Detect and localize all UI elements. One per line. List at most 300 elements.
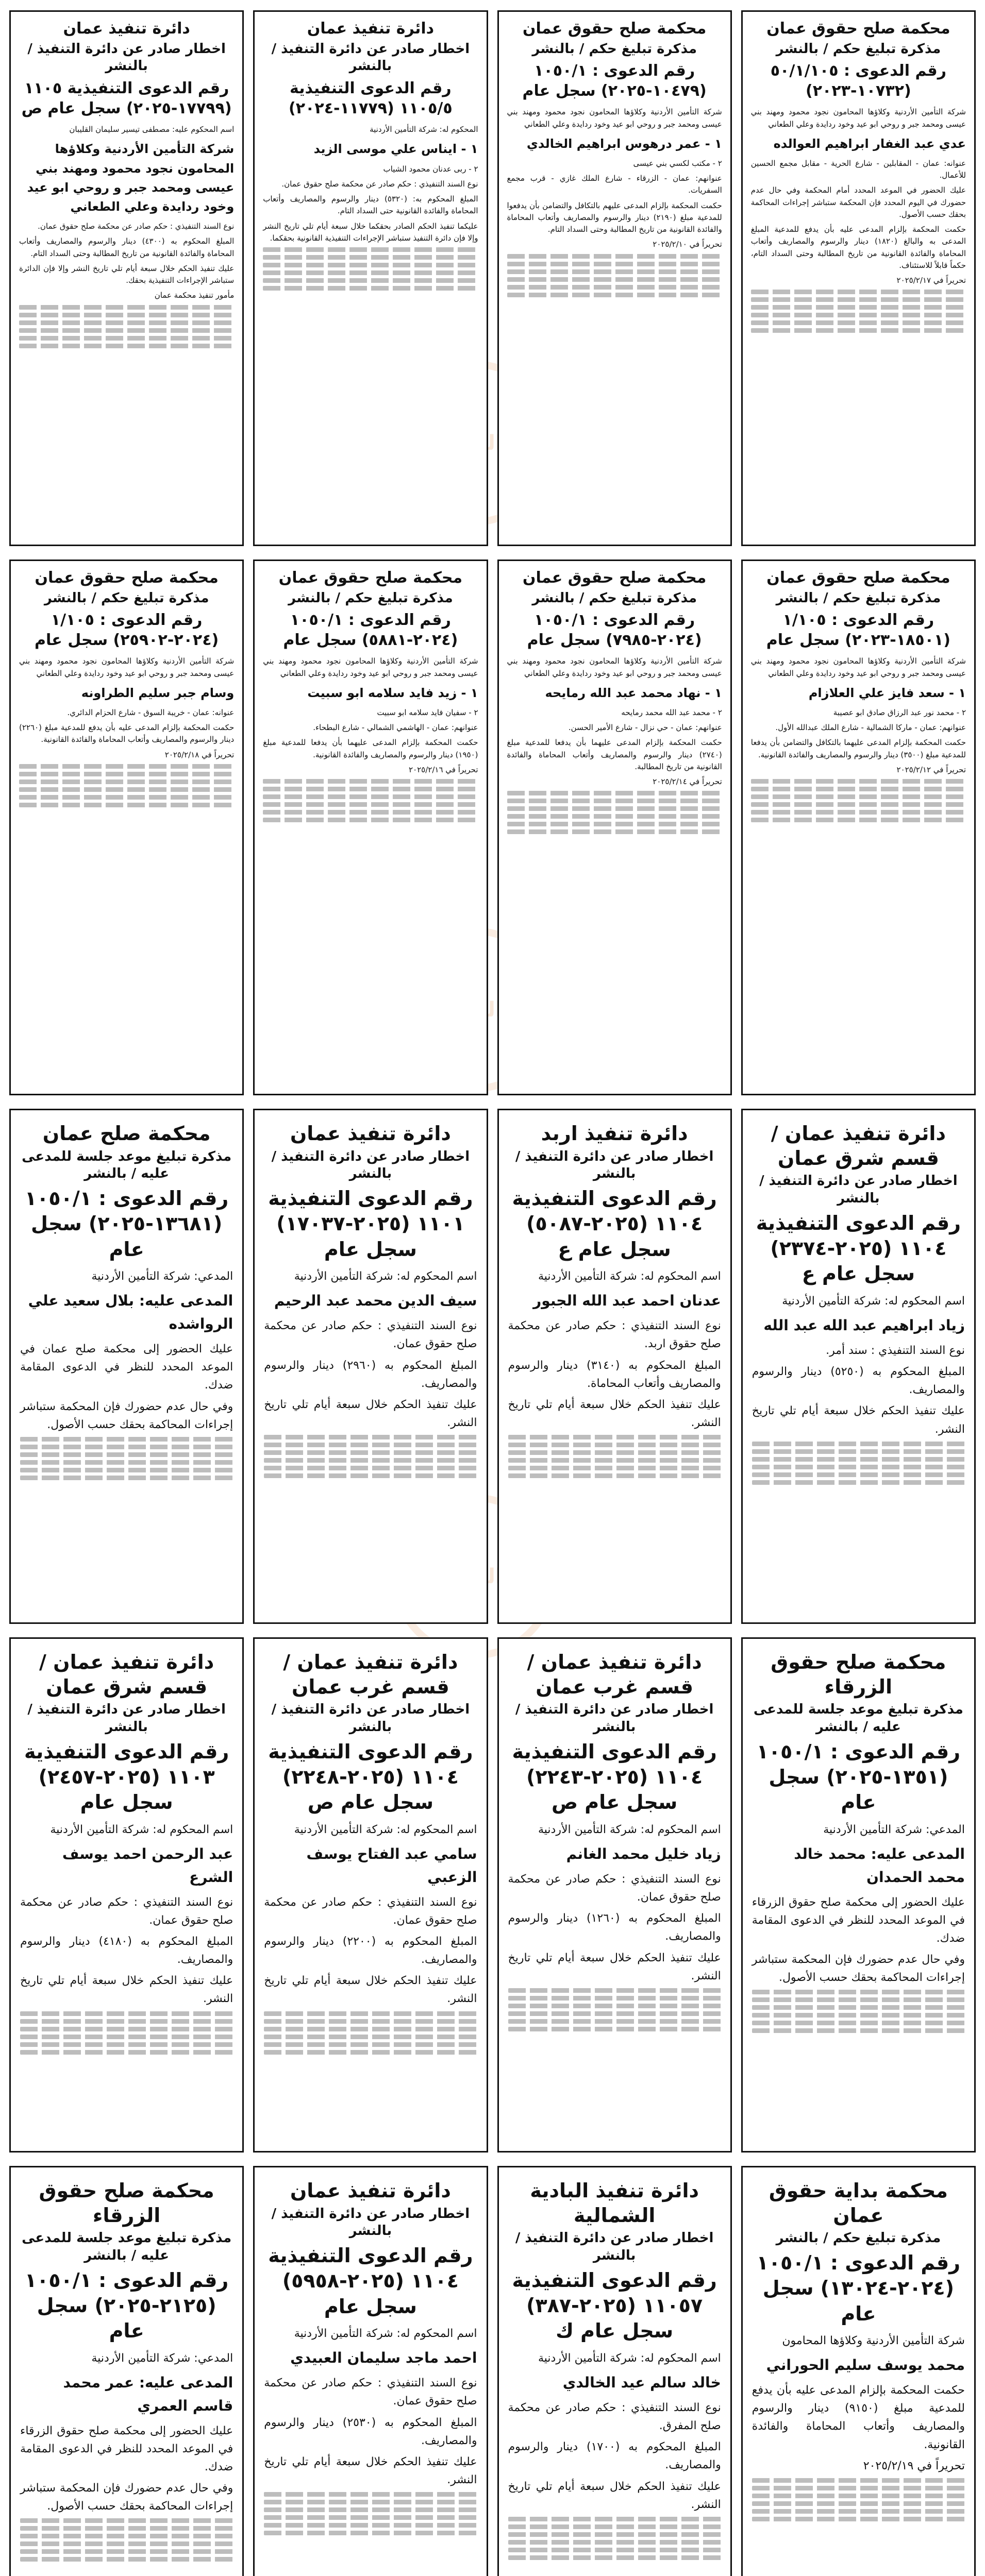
notice-paragraph: نوع السند التنفيذي : حكم صادر عن محكمة صلح حقوق اربد. <box>508 1319 721 1351</box>
notice-paragraph: تحريراً في ٢٠٢٥/٢/١٤ <box>653 777 722 787</box>
notice-case-number: رقم الدعوى التنفيذية ١١٠٤ (٢٠٢٥-٢٢٤٣) سجل عام ص <box>512 1740 717 1814</box>
notice-party: شركة التأمين الأردنية وكلاؤها المحامون نجود محمود ومهند بني عيسى ومحمد جبر و روحي ابو عيد وخود ردايدة وعلي الطعاني <box>263 656 478 678</box>
legal-notice <box>253 1637 488 2153</box>
text-line-filler <box>752 2494 965 2498</box>
notice-court-title: دائرة تنفيذ اربد <box>541 1122 688 1145</box>
notice-type: اخطار صادر عن دائرة التنفيذ / بالنشر <box>515 1148 714 1182</box>
text-line-filler <box>752 1990 965 1994</box>
text-line-filler <box>508 2532 721 2537</box>
notice-defendant-name: عبد الرحمن احمد يوسف الشرع <box>62 1845 233 1886</box>
notice-case-number: رقم الدعوى التنفيذية ١١٠٥/٥ (١١٧٧٩-٢٠٢٤) <box>289 79 453 118</box>
text-line-filler <box>508 2027 721 2031</box>
notice-body <box>263 655 478 776</box>
notice-defendant-name: عدنان احمد عبد الله الجبور <box>533 1292 721 1310</box>
notice-party: اسم المحكوم له: شركة التأمين الأردنية <box>538 2351 721 2365</box>
notice-paragraph: نوع السند التنفيذي : حكم صادر عن محكمة صلح حقوق عمان. <box>38 222 235 231</box>
notice-defendant-name: المدعى عليه: بلال سعيد علي الرواشده <box>28 1292 233 1333</box>
legal-notice <box>741 560 976 1095</box>
notice-paragraph: حكمت المحكمة بإلزام المدعى عليهما بأن يدفعا للمدعية مبلغ (٢٧٤٠) دينار والرسوم والمصاريف وأتعاب المحاماة والفائدة القانونية من تاريخ المطالبة. <box>507 738 722 771</box>
legal-notice <box>497 10 732 546</box>
notice-court-title: محكمة صلح حقوق عمان <box>766 20 950 38</box>
notice-case-number: رقم الدعوى التنفيذية ١١٠٤ (٢٠٢٥-٥٩٥٨) سجل عام <box>268 2244 473 2318</box>
notice-case-number: رقم الدعوى التنفيذية ١١٠٣ (٢٠٢٥-٢٤٥٧) سجل عام <box>24 1740 229 1814</box>
notice-case-number: رقم الدعوى التنفيذية ١١٠١ (٢٠٢٥-١٧٠٣٧) سجل عام <box>268 1187 473 1261</box>
notice-defendant-name: زياد ابراهيم عبد الله عبد الله <box>763 1316 965 1334</box>
notice-paragraph: عليك تنفيذ الحكم خلال سبعة أيام تلي تاريخ النشر وإلا فإن الدائرة ستباشر الإجراءات التنفيذية بحقك. <box>19 263 235 285</box>
notice-paragraph: عنوانه: عمان - المقابلين - شارع الحرية - مقابل مجمع الحسين للأعمال. <box>750 158 966 180</box>
text-line-filler <box>508 1450 721 1455</box>
text-line-filler <box>752 1442 965 1446</box>
notice-paragraph: حكمت المحكمة بإلزام المدعى عليه بأن يدفع للمدعية مبلغ (٢٢٦٠) دينار والرسوم والمصاريف وأتعاب المحاماة والفائدة القانونية. <box>19 723 235 744</box>
notice-court-title: محكمة صلح حقوق عمان <box>766 569 950 587</box>
notice-paragraph: عليك تنفيذ الحكم خلال سبعة أيام تلي تاريخ النشر. <box>264 2455 477 2487</box>
text-line-filler <box>752 2021 965 2025</box>
text-line-filler <box>264 2027 477 2031</box>
text-line-filler <box>507 285 722 290</box>
legal-notice <box>497 560 732 1095</box>
text-line-filler <box>751 818 966 822</box>
legal-notice <box>497 1109 732 1624</box>
notice-defendant-name: ١ - سعد فايز علي العلازام <box>808 685 966 700</box>
text-line-filler <box>263 247 478 252</box>
legal-notice <box>253 2166 488 2576</box>
text-line-filler <box>263 270 478 275</box>
text-line-filler <box>508 2517 721 2521</box>
notice-paragraph: عليك تنفيذ الحكم خلال سبعة أيام تلي تاريخ النشر. <box>264 1398 477 1430</box>
notice-paragraph: عليك تنفيذ الحكم خلال سبعة أيام تلي تاريخ النشر. <box>264 1974 477 2006</box>
text-line-filler <box>508 2548 721 2552</box>
text-line-filler <box>20 1476 233 1480</box>
notice-paragraph: عنوانهم: عمان - الهاشمي الشمالي - شارع البطحاء. <box>313 723 478 733</box>
notice-paragraph: عليك الحضور إلى محكمة صلح حقوق الزرقاء في الموعد المحدد للنظر في الدعوى المقامة ضدك. <box>752 1895 965 1945</box>
notice-type: مذكرة تبليغ حكم / بالنشر <box>44 590 209 606</box>
text-line-filler <box>20 1445 233 1449</box>
notice-paragraph: نوع السند التنفيذي : حكم صادر عن محكمة صلح حقوق عمان. <box>264 2377 477 2408</box>
notices-row <box>9 2166 976 2576</box>
notice-body <box>20 1821 233 2008</box>
notice-defendant-name: المدعى عليه: محمد خالد محمد الحمدان <box>794 1845 965 1886</box>
text-line-filler <box>507 791 722 795</box>
notice-body <box>19 655 234 761</box>
notice-party: المحكوم له: شركة التأمين الأردنية <box>370 125 478 134</box>
notice-court-title: محكمة صلح حقوق عمان <box>35 569 219 587</box>
legal-notice <box>253 10 488 546</box>
notice-paragraph: وفي حال عدم حضورك فإن المحكمة ستباشر إجراءات المحاكمة بحقك حسب الأصول. <box>20 2482 233 2513</box>
notice-paragraph: وفي حال عدم حضورك فإن المحكمة ستباشر إجراءات المحاكمة بحقك حسب الأصول. <box>752 1953 965 1985</box>
notice-defendant-name: شركة التأمين الأردنية وكلاؤها المحامون نجود محمود ومهند بني عيسى ومحمد جبر و روحي ابو عيد وخود ردايدة وعلي الطعاني <box>27 142 235 214</box>
notice-paragraph: ٢ - ربى عدنان محمود الشياب <box>383 164 478 174</box>
notice-case-number: رقم الدعوى : ٥٠/١/١٠٥ (١٠٧٣٢-٢٠٢٣) <box>770 62 946 100</box>
legal-notice <box>497 1637 732 2153</box>
notice-type: مذكرة تبليغ حكم / بالنشر <box>532 590 697 606</box>
notice-court-title: دائرة تنفيذ عمان / قسم شرق عمان <box>771 1122 946 1170</box>
notice-body <box>508 2349 721 2514</box>
notice-court-title: محكمة صلح حقوق عمان <box>278 569 463 587</box>
notice-paragraph: تحريراً في ٢٠٢٥/٢/١٦ <box>409 765 478 774</box>
text-line-filler <box>508 2524 721 2529</box>
text-line-filler <box>264 2500 477 2504</box>
notice-type: مذكرة تبليغ حكم / بالنشر <box>288 590 453 606</box>
text-line-filler <box>508 2019 721 2024</box>
text-line-filler <box>264 2035 477 2039</box>
notice-case-number: رقم الدعوى : ١٠٥٠/١ (٢١٢٥-٢٠٢٥) سجل عام <box>25 2268 229 2343</box>
text-line-filler <box>507 262 722 266</box>
notice-paragraph: عليك تنفيذ الحكم خلال سبعة أيام تلي تاريخ النشر. <box>508 1398 721 1430</box>
text-line-filler <box>508 1435 721 1439</box>
text-line-filler <box>752 2005 965 2010</box>
notice-paragraph: عنوانهم: عمان - حي نزال - شارع الأمير الحسن. <box>568 723 722 733</box>
text-line-filler <box>264 2515 477 2520</box>
text-line-filler <box>20 2549 233 2554</box>
text-line-filler <box>752 1472 965 1477</box>
notice-body <box>508 1821 721 1985</box>
text-line-filler <box>20 2019 233 2024</box>
text-line-filler <box>508 1473 721 1478</box>
notice-type: اخطار صادر عن دائرة التنفيذ / بالنشر <box>759 1173 958 1206</box>
text-line-filler <box>508 1443 721 1447</box>
notice-case-number: رقم الدعوى : ١٠٥٠/١ (٢٠٢٤-٥٨٨١) سجل عام <box>283 611 458 650</box>
text-line-filler <box>263 802 478 807</box>
text-line-filler <box>752 2509 965 2514</box>
notice-party: اسم المحكوم له: شركة التأمين الأردنية <box>294 1823 477 1836</box>
text-line-filler <box>264 2050 477 2055</box>
notice-case-number: رقم الدعوى : ١٠٥٠/١ (٢٠٢٤-٧٩٨٥) سجل عام <box>527 611 702 650</box>
notice-case-number: رقم الدعوى : ١٠٥٠/١ (١٠٤٧٩-٢٠٢٥) سجل عام <box>522 62 707 100</box>
notice-body <box>752 1821 965 1987</box>
notice-paragraph: تحريراً في ٢٠٢٥/٢/١٢ <box>896 765 966 774</box>
text-line-filler <box>264 2011 477 2016</box>
legal-notice <box>253 1109 488 1624</box>
text-line-filler <box>19 336 234 341</box>
notice-paragraph: تحريراً في ٢٠٢٥/٢/١٨ <box>164 750 235 759</box>
notice-paragraph: عنوانهم: عمان - ماركا الشمالية - شارع الملك عبدالله الأول. <box>775 723 966 733</box>
notice-paragraph: نوع السند التنفيذي : حكم صادر عن محكمة صلح حقوق عمان. <box>264 1895 477 1927</box>
text-line-filler <box>264 1466 477 1470</box>
notice-paragraph: عليك تنفيذ الحكم خلال سبعة أيام تلي تاريخ النشر. <box>20 1974 233 2006</box>
notice-body <box>752 2332 965 2475</box>
notice-paragraph: ٢ - مكتب لكسي بني عيسى <box>633 158 722 168</box>
legal-notice <box>741 1109 976 1624</box>
notice-court-title: دائرة تنفيذ البادية الشمالية <box>530 2179 699 2227</box>
notice-body <box>752 1292 965 1438</box>
legal-notice <box>741 2166 976 2576</box>
notice-paragraph: المبلغ المحكوم به (٣١٤٠) دينار والرسوم والمصاريف وأتعاب المحاماة. <box>508 1359 721 1390</box>
notice-court-title: محكمة صلح حقوق الزرقاء <box>771 1651 946 1698</box>
notice-paragraph: المبلغ المحكوم به (٢٥٣٠) دينار والرسوم والمصاريف. <box>264 2416 477 2447</box>
text-line-filler <box>264 2507 477 2512</box>
notice-court-title: محكمة صلح حقوق عمان <box>522 569 707 587</box>
legal-notice <box>9 1109 244 1624</box>
notice-court-title: دائرة تنفيذ عمان <box>290 2179 451 2202</box>
text-line-filler <box>264 2523 477 2528</box>
notice-court-title: دائرة تنفيذ عمان / قسم شرق عمان <box>39 1651 214 1698</box>
text-line-filler <box>751 290 966 294</box>
notice-paragraph: تحريراً في ٢٠٢٥/٢/١٩ <box>863 2459 965 2472</box>
text-line-filler <box>751 787 966 791</box>
text-line-filler <box>19 328 234 333</box>
text-line-filler <box>751 779 966 784</box>
notices-row <box>9 1109 976 1624</box>
text-line-filler <box>263 810 478 815</box>
text-line-filler <box>751 305 966 310</box>
notice-body <box>507 655 722 788</box>
notice-paragraph: مأمور تنفيذ محكمة عمان <box>154 291 235 300</box>
text-line-filler <box>264 2492 477 2497</box>
text-line-filler <box>19 803 234 807</box>
notice-party: اسم المحكوم له: شركة التأمين الأردنية <box>782 1294 965 1308</box>
text-line-filler <box>507 293 722 297</box>
text-line-filler <box>752 2013 965 2018</box>
text-line-filler <box>263 787 478 791</box>
notice-paragraph: حكمت المحكمة بإلزام المدعى عليه بأن يدفع للمدعية المبلغ المدعى به والبالغ (١٨٢٠) دينار والرسوم والمصاريف وأتعاب المحاماة والفائدة القانونية من تاريخ المطالبة وحتى السداد التام، حكماً قابلاً للاستئناف. <box>750 225 966 270</box>
text-line-filler <box>507 814 722 819</box>
notice-paragraph: المبلغ المحكوم به (٤٣٠٠) دينار والرسوم والمصاريف وأتعاب المحاماة والفائدة القانونية من تاريخ المطالبة وحتى السداد التام. <box>19 236 235 258</box>
text-line-filler <box>263 779 478 784</box>
text-line-filler <box>20 1468 233 1472</box>
text-line-filler <box>508 1996 721 2001</box>
notice-type: اخطار صادر عن دائرة التنفيذ / بالنشر <box>515 2230 714 2263</box>
notice-paragraph: تحريراً في ٢٠٢٥/٢/١٧ <box>896 276 966 285</box>
text-line-filler <box>264 1443 477 1447</box>
notice-defendant-name: محمد يوسف سليم الحوراني <box>766 2357 965 2374</box>
text-line-filler <box>508 2555 721 2560</box>
text-line-filler <box>752 1480 965 1485</box>
notice-paragraph: المبلغ المحكوم به (١٢٦٠) دينار والرسوم والمصاريف. <box>508 1912 721 1943</box>
notice-court-title: محكمة صلح حقوق عمان <box>522 20 707 38</box>
legal-notice <box>741 1637 976 2153</box>
notice-case-number: رقم الدعوى التنفيذية ١١٠٤ (٢٠٢٥-٢٣٧٤) سجل عام ع <box>756 1211 961 1285</box>
notices-grid <box>9 10 976 2576</box>
notice-body <box>507 106 722 250</box>
notice-defendant-name: سيف الدين محمد عبد الرحيم <box>274 1292 477 1310</box>
text-line-filler <box>263 286 478 291</box>
text-line-filler <box>20 2011 233 2016</box>
text-line-filler <box>20 1460 233 1465</box>
notice-type: اخطار صادر عن دائرة التنفيذ / بالنشر <box>271 41 470 74</box>
notice-paragraph: المبلغ المحكوم به (٥٢٥٠) دينار والرسوم والمصاريف. <box>752 1365 965 1397</box>
notice-defendant-name: خالد سالم عيد الخالدي <box>562 2374 721 2391</box>
notice-defendant-name: احمد ماجد سليمان العبيدي <box>290 2349 477 2367</box>
text-line-filler <box>507 806 722 811</box>
text-line-filler <box>507 269 722 274</box>
text-line-filler <box>263 255 478 260</box>
notice-paragraph: نوع السند التنفيذي : حكم صادر عن محكمة صلح حقوق عمان. <box>264 1319 477 1351</box>
legal-notice <box>9 10 244 546</box>
text-line-filler <box>20 2557 233 2562</box>
notices-row <box>9 560 976 1095</box>
notice-court-title: دائرة تنفيذ عمان / قسم غرب عمان <box>283 1651 458 1698</box>
notice-party: شركة التأمين الأردنية وكلاؤها المحامون نجود محمود ومهند بني عيسى ومحمد جبر و روحي ابو عيد وخود ردايدة وعلي الطعاني <box>750 656 966 678</box>
text-line-filler <box>19 779 234 784</box>
text-line-filler <box>752 2486 965 2490</box>
notice-paragraph: عليك الحضور إلى محكمة صلح حقوق الزرقاء في الموعد المحدد للنظر في الدعوى المقامة ضدك. <box>20 2424 233 2473</box>
text-line-filler <box>751 794 966 799</box>
notice-defendant-name: عدي عبد الغفار ابراهيم العوالده <box>773 136 966 151</box>
notice-party: شركة التأمين الأردنية وكلاؤها المحامون نجود محمود ومهند بني عيسى ومحمد جبر و روحي ابو عيد وخود ردايدة وعلي الطعاني <box>750 107 966 129</box>
notice-type: اخطار صادر عن دائرة التنفيذ / بالنشر <box>271 1148 470 1182</box>
text-line-filler <box>751 810 966 815</box>
notice-case-number: رقم الدعوى : ١/١٠٥ (٢٠٢٤-٢٥٩٠٢) سجل عام <box>35 611 219 650</box>
notice-type: مذكرة تبليغ موعد جلسة للمدعى عليه / بالنشر <box>22 1148 232 1182</box>
notice-paragraph: المبلغ المحكوم به: (٥٣٢٠) دينار والرسوم والمصاريف وأتعاب المحاماة والفائدة القانونية حتى السداد التام. <box>263 194 478 216</box>
text-line-filler <box>264 1458 477 1463</box>
notice-type: مذكرة تبليغ حكم / بالنشر <box>532 41 697 57</box>
text-line-filler <box>19 305 234 310</box>
notice-paragraph: عليكما تنفيذ الحكم الصادر بحقكما خلال سبعة أيام تلي تاريخ النشر وإلا فإن دائرة التنفيذ ستباشر الإجراءات التنفيذية القانونية بحقكما. <box>263 221 478 243</box>
notice-paragraph: عليك تنفيذ الحكم خلال سبعة أيام تلي تاريخ النشر. <box>508 2480 721 2511</box>
text-line-filler <box>264 2042 477 2047</box>
notice-case-number: رقم الدعوى : ١٠٥٠/١ (٢٠٢٤-١٣٠٢٤) سجل عام <box>756 2251 960 2325</box>
text-line-filler <box>752 2028 965 2033</box>
notice-party: اسم المحكوم له: شركة التأمين الأردنية <box>50 1823 233 1836</box>
text-line-filler <box>264 2019 477 2024</box>
notice-party: المدعي: شركة التأمين الأردنية <box>91 1270 233 1283</box>
notice-paragraph: المبلغ المحكوم به (٤١٨٠) دينار والرسوم والمصاريف. <box>20 1935 233 1967</box>
notice-court-title: محكمة بداية حقوق عمان <box>769 2179 948 2227</box>
notice-case-number: رقم الدعوى التنفيذية ١١٠٥ (١٧٧٩٩-٢٠٢٥) سجل عام ص <box>21 79 232 118</box>
text-line-filler <box>752 1997 965 2002</box>
notice-type: اخطار صادر عن دائرة التنفيذ / بالنشر <box>271 1702 470 1735</box>
legal-notice <box>9 1637 244 2153</box>
notice-party: المدعي: شركة التأمين الأردنية <box>823 1823 965 1836</box>
text-line-filler <box>19 772 234 776</box>
notice-type: اخطار صادر عن دائرة التنفيذ / بالنشر <box>271 2206 470 2239</box>
notice-paragraph: وفي حال عدم حضورك فإن المحكمة ستباشر إجراءات المحاكمة بحقك حسب الأصول. <box>20 1400 233 1431</box>
text-line-filler <box>508 2011 721 2016</box>
notice-paragraph: عليك تنفيذ الحكم خلال سبعة أيام تلي تاريخ النشر. <box>752 1404 965 1436</box>
notice-type: مذكرة تبليغ حكم / بالنشر <box>776 590 941 606</box>
notice-type: اخطار صادر عن دائرة التنفيذ / بالنشر <box>515 1702 714 1735</box>
text-line-filler <box>751 313 966 317</box>
notice-paragraph: عليك الحضور إلى محكمة صلح عمان في الموعد المحدد للنظر في الدعوى المقامة ضدك. <box>20 1343 233 1392</box>
notice-defendant-name: وسام جبر سليم الطراونه <box>81 685 235 700</box>
notice-case-number: رقم الدعوى : ١/١٠٥ (١٨٥٠١-٢٠٢٣) سجل عام <box>766 611 950 650</box>
text-line-filler <box>508 1988 721 1993</box>
text-line-filler <box>751 320 966 325</box>
text-line-filler <box>752 1465 965 1469</box>
text-line-filler <box>263 794 478 799</box>
notice-defendant-name: زياد خليل محمد الغانم <box>566 1845 721 1862</box>
notice-paragraph: عليك تنفيذ الحكم خلال سبعة أيام تلي تاريخ النشر. <box>508 1951 721 1982</box>
notice-defendant-name: ١ - نهاد محمد عبد الله رمايحه <box>545 685 722 700</box>
notice-paragraph: ٢ - محمد نور عبد الرزاق صادق ابو عصيبة <box>833 707 966 717</box>
notice-paragraph: عليك الحضور في الموعد المحدد أمام المحكمة وفي حال عدم حضورك في اليوم المحدد فإن المحكمة ستباشر إجراءات المحاكمة بحقك حسب الأصول. <box>750 185 966 219</box>
notice-type: مذكرة تبليغ موعد جلسة للمدعى عليه / بالنشر <box>22 2230 232 2263</box>
text-line-filler <box>19 795 234 800</box>
notice-defendant-name: ١ - ايناس علي موسى الزيد <box>313 142 478 157</box>
notice-party: اسم المحكوم له: شركة التأمين الأردنية <box>538 1823 721 1836</box>
text-line-filler <box>20 2035 233 2039</box>
text-line-filler <box>19 313 234 317</box>
text-line-filler <box>264 2531 477 2535</box>
text-line-filler <box>751 297 966 302</box>
notice-paragraph: حكمت المحكمة بإلزام المدعى عليهم بالتكافل والتضامن بأن يدفعوا للمدعية مبلغ (٢١٩٠) دينار والرسوم والمصاريف وأتعاب المحاماة والفائدة القانونية من تاريخ المطالبة وحتى السداد التام. <box>507 200 722 234</box>
text-line-filler <box>508 1466 721 1470</box>
notice-defendant-name: سامي عبد الفتاح يوسف الزعبي <box>306 1845 477 1886</box>
notice-body <box>20 1267 233 1434</box>
text-line-filler <box>507 277 722 282</box>
text-line-filler <box>20 2518 233 2523</box>
notice-court-title: محكمة صلح عمان <box>42 1122 211 1145</box>
text-line-filler <box>20 2534 233 2538</box>
text-line-filler <box>507 822 722 826</box>
notice-party: اسم المحكوم له: شركة التأمين الأردنية <box>294 2327 477 2341</box>
notice-paragraph: حكمت المحكمة بإلزام المدعى عليهما بالتكافل والتضامن بأن يدفعا للمدعية مبلغ (٣٥٠٠) دينار والرسوم والمصاريف والفائدة القانونية. <box>750 738 966 759</box>
legal-notice <box>253 560 488 1095</box>
notice-paragraph: عنوانه: عمان - خريبة السوق - شارع الحزام الدائري. <box>67 707 235 717</box>
text-line-filler <box>751 802 966 807</box>
legal-notice <box>9 2166 244 2576</box>
notice-paragraph: نوع السند التنفيذي : سند أمر. <box>826 1344 965 1357</box>
notice-body <box>751 655 966 776</box>
text-line-filler <box>752 2478 965 2483</box>
notice-party: اسم المحكوم له: شركة التأمين الأردنية <box>294 1270 477 1283</box>
notice-body <box>263 124 478 244</box>
notice-paragraph: نوع السند التنفيذي : حكم صادر عن محكمة صلح المفرق. <box>508 2401 721 2432</box>
notice-defendant-name: ١ - زيد فايد سلامه ابو سبيت <box>307 685 478 700</box>
notice-court-title: دائرة تنفيذ عمان / قسم غرب عمان <box>527 1651 702 1698</box>
text-line-filler <box>507 799 722 803</box>
text-line-filler <box>19 344 234 348</box>
notice-case-number: رقم الدعوى التنفيذية ١١٠٤ (٢٠٢٥-٥٠٨٧) سجل عام ع <box>512 1187 717 1261</box>
notice-body <box>264 2325 477 2489</box>
notice-paragraph: حكمت المحكمة بإلزام المدعى عليهما بأن يدفعا للمدعية مبلغ (١٩٥٠) دينار والرسوم والمصاريف والفائدة القانونية. <box>263 738 478 759</box>
text-line-filler <box>264 1435 477 1439</box>
notice-paragraph: نوع السند التنفيذي : حكم صادر عن محكمة صلح حقوق عمان. <box>508 1872 721 1904</box>
text-line-filler <box>20 2042 233 2047</box>
notice-party: المدعي: شركة التأمين الأردنية <box>91 2351 233 2365</box>
notice-body <box>264 1267 477 1432</box>
notice-court-title: دائرة تنفيذ عمان <box>307 20 435 38</box>
notice-paragraph: حكمت المحكمة بإلزام المدعى عليه بأن يدفع للمدعية مبلغ (٩١٥٠) دينار والرسوم والمصاريف وأتعاب المحاماة والفائدة القانونية. <box>752 2383 965 2451</box>
text-line-filler <box>20 2027 233 2031</box>
notice-body <box>264 1821 477 2008</box>
notice-party: شركة التأمين الأردنية وكلاؤها المحامون نجود محمود ومهند بني عيسى ومحمد جبر و روحي ابو عيد وخود ردايدة وعلي الطعاني <box>19 656 235 678</box>
text-line-filler <box>508 2540 721 2545</box>
text-line-filler <box>263 278 478 283</box>
notice-court-title: دائرة تنفيذ عمان <box>290 1122 451 1145</box>
text-line-filler <box>752 2517 965 2521</box>
legal-notice <box>497 2166 732 2576</box>
notice-case-number: رقم الدعوى التنفيذية ١١٠٥٧ (٢٠٢٥-٣٨٧) سجل عام ك <box>512 2268 717 2343</box>
text-line-filler <box>20 1437 233 1442</box>
text-line-filler <box>19 787 234 792</box>
notices-row <box>9 1637 976 2153</box>
text-line-filler <box>752 1449 965 1454</box>
text-line-filler <box>20 2541 233 2546</box>
notice-paragraph: ٢ - سفيان فايد سلامه ابو سبيت <box>377 707 478 717</box>
notice-party: اسم المحكوم عليه: مصطفى تيسير سليمان القليبان <box>69 125 235 134</box>
notice-case-number: رقم الدعوى : ١٠٥٠/١ (١٣٥١-٢٠٢٥) سجل عام <box>756 1740 960 1814</box>
text-line-filler <box>508 2004 721 2008</box>
notice-paragraph: نوع السند التنفيذي : حكم صادر عن محكمة صلح حقوق عمان. <box>20 1895 233 1927</box>
notice-party: اسم المحكوم له: شركة التأمين الأردنية <box>538 1270 721 1283</box>
notice-paragraph: عنوانهم: عمان - الزرقاء - شارع الملك غازي - قرب مجمع السفريات. <box>507 174 722 195</box>
notice-paragraph: المبلغ المحكوم به (٢٩٦٠) دينار والرسوم والمصاريف. <box>264 1359 477 1390</box>
legal-notice <box>9 560 244 1095</box>
notice-defendant-name: ١ - عمر درهوس ابراهيم الخالدي <box>526 136 722 151</box>
notice-type: مذكرة تبليغ حكم / بالنشر <box>776 2230 941 2246</box>
text-line-filler <box>264 1450 477 1455</box>
notice-type: مذكرة تبليغ موعد جلسة للمدعى عليه / بالنشر <box>753 1702 963 1735</box>
text-line-filler <box>19 764 234 769</box>
text-line-filler <box>19 320 234 325</box>
text-line-filler <box>263 818 478 822</box>
notice-type: اخطار صادر عن دائرة التنفيذ / بالنشر <box>27 41 226 74</box>
text-line-filler <box>752 2501 965 2506</box>
notice-paragraph: ٢ - محمد عبد الله محمد رمايحه <box>621 707 722 717</box>
text-line-filler <box>508 1458 721 1463</box>
